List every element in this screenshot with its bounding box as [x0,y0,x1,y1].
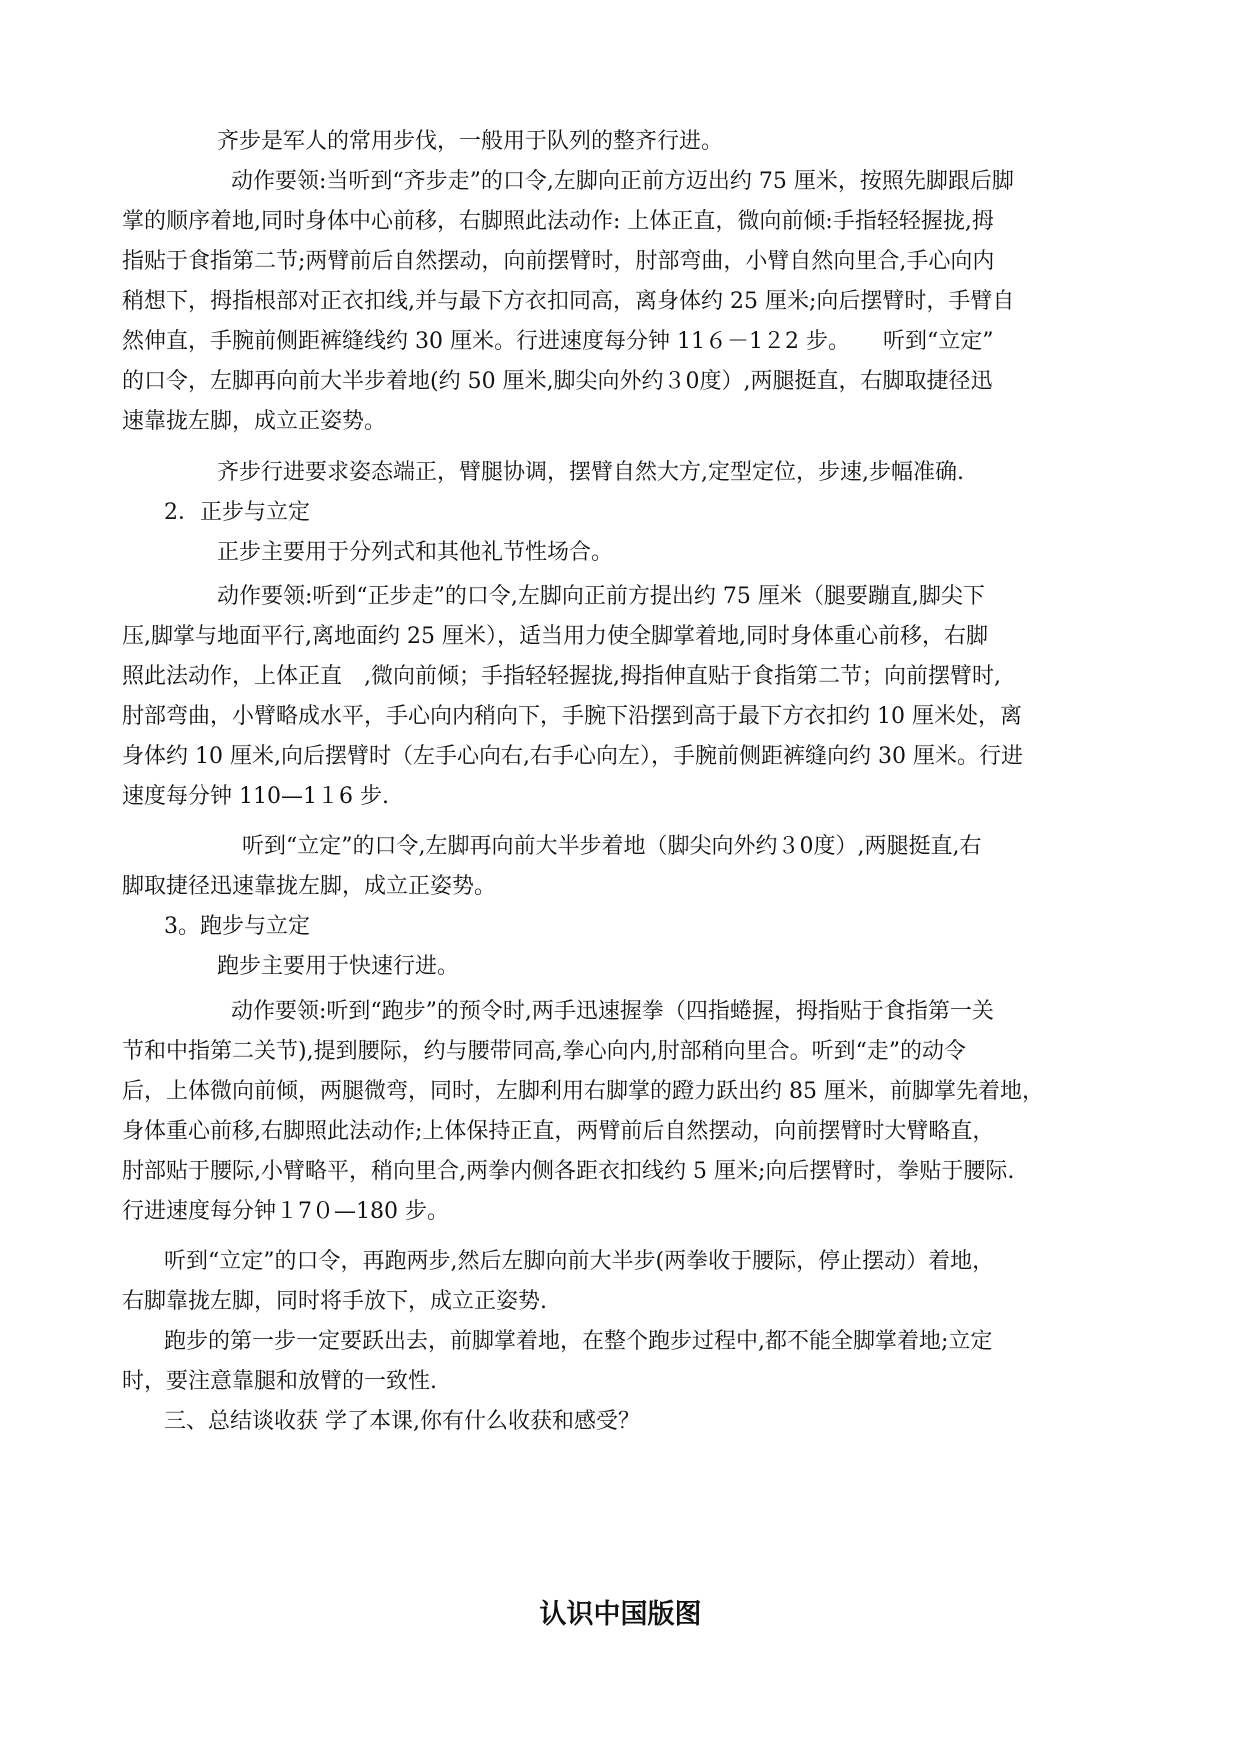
paragraph-line: 时，要注意靠腿和放臂的一致性. [122,1369,437,1394]
paragraph-line: 指贴于食指第二节;两臂前后自然摆动，向前摆臂时，肘部弯曲，小臂自然向里合,手心向内 [122,249,995,274]
paragraph-line: 跑步主要用于快速行进。 [217,954,460,979]
paragraph-line: 压,脚掌与地面平行,离地面约 25 厘米），适当用力使全脚掌着地,同时身体重心前移，右脚 [122,624,988,649]
page-title: 认识中国版图 [539,1599,702,1630]
paragraph-line: 稍想下，拇指根部对正衣扣线,并与最下方衣扣同高，离身体约 25 厘米;向后摆臂时，手臂自 [122,289,1015,314]
paragraph-line: 听到“立定”的口令,左脚再向前大半步着地（脚尖向外约３0度）,两腿挺直,右 [242,834,982,859]
paragraph-line: 齐步是军人的常用步伐，一般用于队列的整齐行进。 [217,129,724,154]
paragraph-line: 脚取捷径迅速靠拢左脚，成立正姿势。 [122,874,497,899]
section-heading: 三、总结谈收获 学了本课,你有什么收获和感受？ [164,1409,640,1434]
paragraph-line: 听到“立定”的口令，再跑两步,然后左脚向前大半步(两拳收于腰际，停止摆动）着地， [164,1249,995,1274]
paragraph-line: 肘部贴于腰际,小臂略平，稍向里合,两拳内侧各距衣扣线约 5 厘米;向后摆臂时，拳贴于腰际. [122,1159,1015,1184]
paragraph-line: 速度每分钟 110—1１6 步. [122,784,389,809]
paragraph-line: 肘部弯曲，小臂略成水平，手心向内稍向下，手腕下沿摆到高于最下方衣扣约 10 厘米处，离 [122,704,1022,729]
section-heading: 2．正步与立定 [164,500,310,525]
paragraph-line: 身体重心前移,右脚照此法动作;上体保持正直，两臂前后自然摆动，向前摆臂时大臂略直， [122,1119,995,1144]
paragraph-line: 的口令，左脚再向前大半步着地(约 50 厘米,脚尖向外约３0度）,两腿挺直，右脚取捷径迅 [122,369,993,394]
paragraph-line: 照此法动作，上体正直 ,微向前倾；手指轻轻握拢,拇指伸直贴于食指第二节；向前摆臂时, [122,664,1001,689]
paragraph-line: 动作要领:听到“正步走”的口令,左脚向正前方提出约 75 厘米（腿要蹦直,脚尖下 [217,584,985,609]
paragraph-line: 速靠拢左脚，成立正姿势。 [122,409,387,434]
paragraph-line: 正步主要用于分列式和其他礼节性场合。 [217,540,614,565]
paragraph-line: 齐步行进要求姿态端正，臂腿协调，摆臂自然大方,定型定位，步速,步幅准确. [217,460,964,485]
section-heading: 3。跑步与立定 [164,914,310,939]
paragraph-line: 动作要领:听到“跑步”的预令时,两手迅速握拳（四指蜷握，拇指贴于食指第一关 [231,999,994,1024]
paragraph-line: 行进速度每分钟１7０—180 步。 [122,1199,449,1224]
paragraph-line: 跑步的第一步一定要跃出去，前脚掌着地，在整个跑步过程中,都不能全脚掌着地;立定 [164,1329,993,1354]
paragraph-line: 右脚靠拢左脚，同时将手放下，成立正姿势. [122,1289,547,1314]
paragraph-line: 掌的顺序着地,同时身体中心前移，右脚照此法动作: 上体正直，微向前倾:手指轻轻握拢,拇 [122,209,994,234]
paragraph-line: 动作要领:当听到“齐步走”的口令,左脚向正前方迈出约 75 厘米，按照先脚跟后脚 [231,169,1014,194]
paragraph-line: 身体约 10 厘米,向后摆臂时（左手心向右,右手心向左），手腕前侧距裤缝向约 30 厘米。行进 [122,744,1023,769]
paragraph-line: 节和中指第二关节),提到腰际，约与腰带同高,拳心向内,肘部稍向里合。听到“走”的动令 [122,1039,967,1064]
paragraph-line: 然伸直，手腕前侧距裤缝线约 30 厘米。行进速度每分钟 11６－1２2 步。 听到“立定” [122,329,994,354]
paragraph-line: 后，上体微向前倾，两腿微弯，同时，左脚利用右脚掌的蹬力跃出约 85 厘米，前脚掌先着地， [122,1079,1044,1104]
